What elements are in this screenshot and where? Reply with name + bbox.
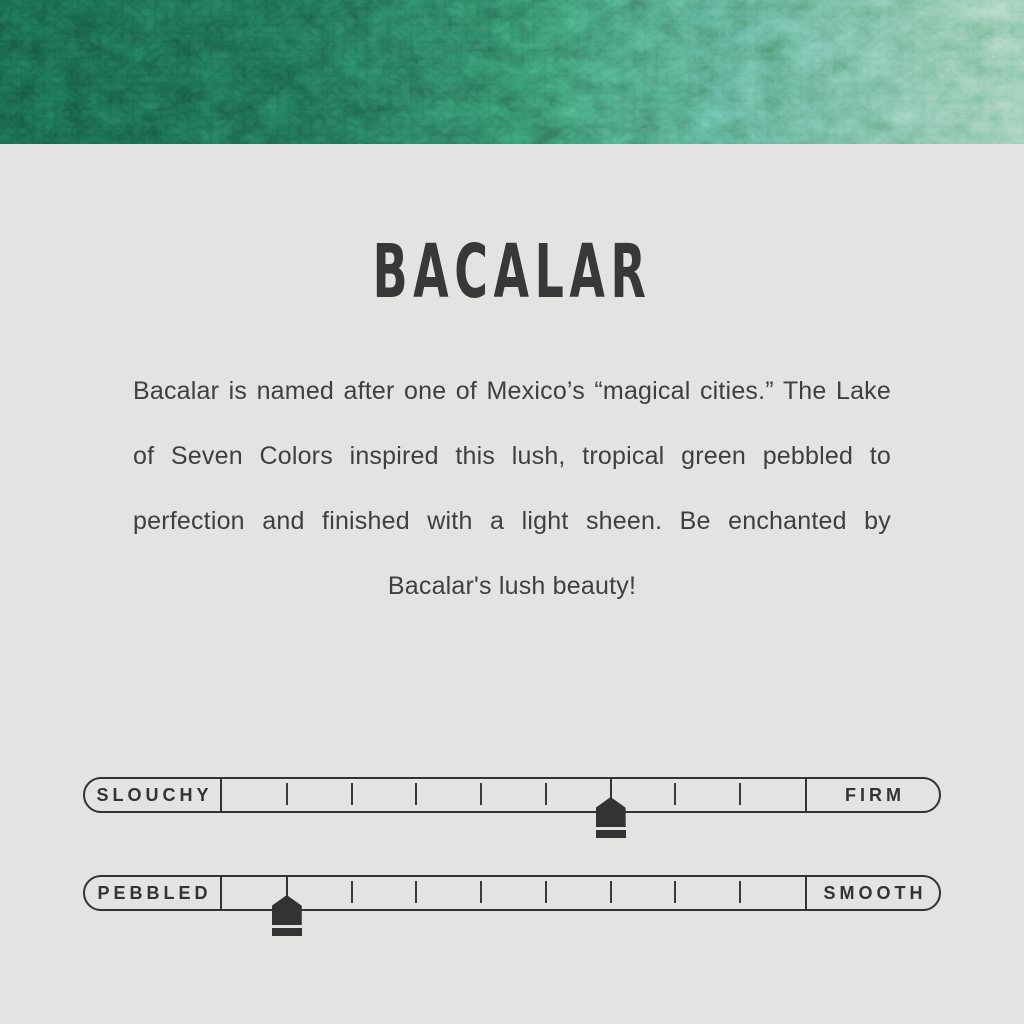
scale-tick: [480, 881, 482, 903]
scale-tick: [545, 881, 547, 903]
color-name-title: BACALAR: [372, 229, 652, 315]
marker-nib-icon: [272, 895, 302, 925]
scale-right-label: FIRM: [805, 779, 939, 811]
scale-left-label: PEBBLED: [85, 877, 222, 909]
scale-right-label: SMOOTH: [805, 877, 939, 909]
scale-tick: [351, 783, 353, 805]
scale-track: [222, 877, 805, 909]
scale-marker: [596, 779, 626, 838]
scale-tick: [674, 783, 676, 805]
scale-tick: [545, 783, 547, 805]
scale-tick: [739, 783, 741, 805]
scale-marker: [272, 877, 302, 936]
scale-tick: [351, 881, 353, 903]
scale-tick: [610, 881, 612, 903]
scale-tick: [415, 783, 417, 805]
marker-nib-icon: [596, 797, 626, 827]
marker-part: [286, 877, 288, 897]
scale-tick: [415, 881, 417, 903]
marker-part: [272, 928, 302, 936]
leather-texture-svg: [0, 0, 1024, 144]
scale-left-label: SLOUCHY: [85, 779, 222, 811]
color-description: Bacalar is named after one of Mexico’s “magical cities.” The Lake of Seven Colors inspired this lush, tropical green pebbled to perfection and finished with a light sheen. Be enchanted by Bacalar's lush beauty!: [133, 377, 891, 600]
marker-part: [610, 779, 612, 799]
scale-tick: [674, 881, 676, 903]
scale-tick: [480, 783, 482, 805]
marker-part: [596, 830, 626, 838]
slouchy-firm-scale: [83, 777, 941, 813]
pebbled-smooth-scale: [83, 875, 941, 911]
scale-tick: [739, 881, 741, 903]
leather-swatch-image: [0, 0, 1024, 144]
scale-tick: [286, 783, 288, 805]
scale-track: [222, 779, 805, 811]
